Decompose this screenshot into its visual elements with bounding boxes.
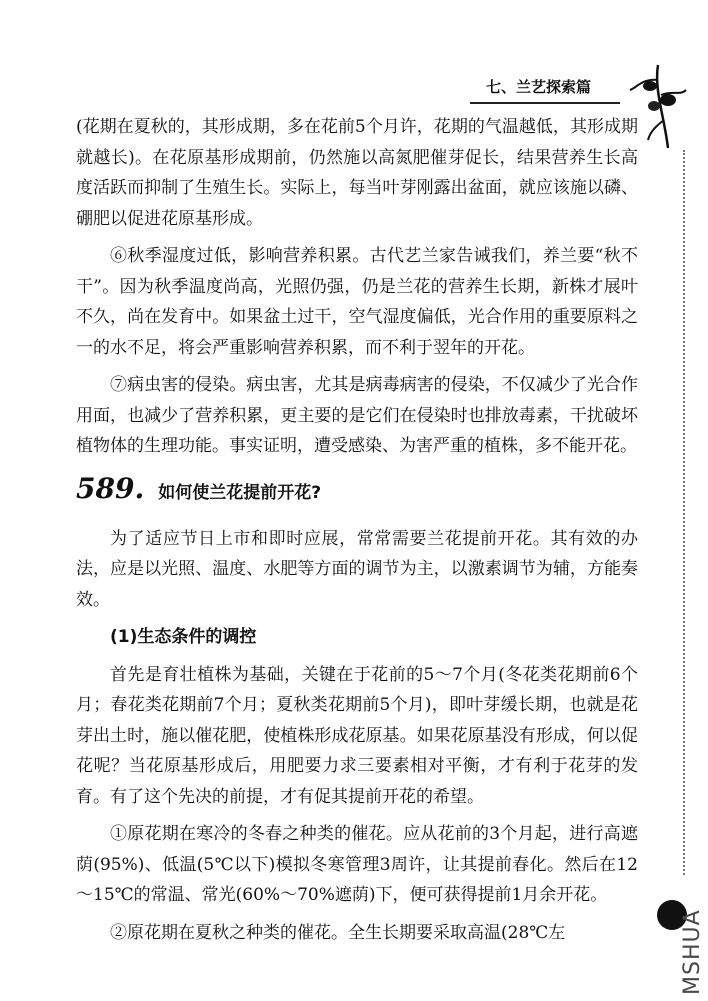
- running-header: [470, 68, 620, 108]
- bottom-paragraphs: [76, 524, 638, 949]
- subheading: (1)生态条件的调控: [110, 627, 257, 647]
- paragraph: ⑥秋季湿度过低，影响营养积累。古代艺兰家告诫我们，养兰要“秋不干”。因为秋季温度尚高，光照仍强，仍是兰花的营养生长期，新株才展叶不久，尚在发育中。如果盆土过干，空气湿度偏低，光合作用的重要原料之一的水不足，将会严重影响营养积累，而不利于翌年的开花。: [76, 246, 638, 358]
- page-body: [76, 112, 638, 948]
- header-rule: [470, 102, 620, 104]
- section-title: 如何使兰花提前开花?: [158, 482, 322, 503]
- paragraph: ①原花期在寒冷的冬春之种类的催花。应从花前的3个月起，进行高遮荫(95%)、低温(5℃以下)模拟冬寒管理3周许，让其提前春化。然后在12～15℃的常温、常光(60%～70%遮荫)下，便可获得提前1月余开花。: [76, 824, 638, 905]
- top-paragraphs: [76, 112, 638, 462]
- watermark: MSHUA: [680, 909, 705, 995]
- paragraph: ②原花期在夏秋之种类的催花。全生长期要采取高温(28℃左: [110, 922, 566, 943]
- paragraph: 为了适应节日上市和即时应展，常常需要兰花提前开花。其有效的办法，应是以光照、温度、水肥等方面的调节为主，以激素调节为辅，方能奏效。: [76, 528, 638, 610]
- paragraph: (花期在夏秋的，其形成期，多在花前5个月许，花期的气温越低，其形成期就越长)。在花原基形成期前，仍然施以高氮肥催芽促长，结果营养生长高度活跃而抑制了生殖生长。实际上，每当叶芽刚露出盆面，就应该施以磷、硼肥以促进花原基形成。: [76, 117, 638, 229]
- section-heading: [76, 471, 638, 516]
- paragraph: ⑦病虫害的侵染。病虫害，尤其是病毒病害的侵染，不仅减少了光合作用面，也减少了营养积累，更主要的是它们在侵染时也排放毒素，干扰破坏植物体的生理功能。事实证明，遭受感染、为害严重的植株，多不能开花。: [76, 375, 638, 456]
- header-title: 七、兰艺探索篇: [486, 78, 592, 96]
- section-number: 589.: [76, 471, 145, 505]
- paragraph: 首先是育壮植株为基础，关键在于花前的5～7个月(冬花类花期前6个月；春花类花期前7个月；夏秋类花期前5个月)，即叶芽缓长期，也就是花芽出土时，施以催花肥，使植株形成花原基。如果花原基没有形成，何以促花呢？当花原基形成后，用肥要力求三要素相对平衡，才有利于花芽的发育。有了这个先决的前提，才有促其提前开花的希望。: [76, 664, 638, 807]
- margin-dotted-line: [683, 150, 685, 875]
